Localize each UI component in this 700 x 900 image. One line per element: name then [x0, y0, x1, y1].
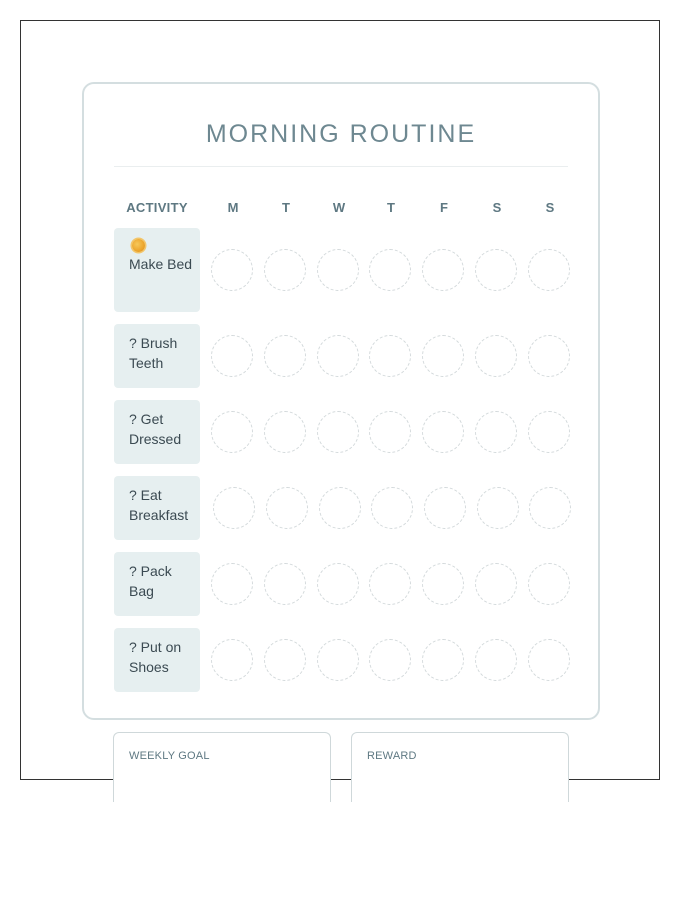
check-circle-mon[interactable] [211, 563, 253, 605]
title-divider [114, 166, 568, 167]
activity-cell [114, 228, 200, 312]
check-circle-sat[interactable] [475, 411, 517, 453]
check-circle-wed[interactable] [317, 639, 359, 681]
check-circle-sun[interactable] [529, 487, 571, 529]
check-circle-tue[interactable] [264, 249, 306, 291]
check-circle-sat[interactable] [475, 563, 517, 605]
day-header-tue: T [282, 200, 290, 215]
check-circle-mon[interactable] [211, 639, 253, 681]
check-circle-fri[interactable] [422, 639, 464, 681]
activity-cell: ? Pack Bag [114, 552, 200, 616]
activity-row [114, 324, 568, 388]
activity-row [114, 476, 568, 540]
activity-row [114, 552, 568, 616]
activity-cell: ? Eat Breakfast [114, 476, 200, 540]
activity-cell: ? Brush Teeth [114, 324, 200, 388]
check-circle-fri[interactable] [422, 249, 464, 291]
check-circle-fri[interactable] [422, 563, 464, 605]
day-header-mon: M [227, 200, 239, 215]
check-circle-wed[interactable] [317, 335, 359, 377]
check-circle-thu[interactable] [369, 639, 411, 681]
check-circle-mon[interactable] [211, 411, 253, 453]
check-circle-fri[interactable] [424, 487, 466, 529]
sun-icon [132, 239, 145, 252]
check-circle-mon[interactable] [211, 249, 253, 291]
check-circle-tue[interactable] [266, 487, 308, 529]
check-circle-sat[interactable] [475, 639, 517, 681]
activity-cell: ? Get Dressed [114, 400, 200, 464]
check-circle-sun[interactable] [528, 563, 570, 605]
day-header-sun: S [545, 200, 555, 215]
header-row [114, 200, 568, 218]
check-circle-thu[interactable] [371, 487, 413, 529]
check-circle-wed[interactable] [317, 249, 359, 291]
routine-chart-card [82, 82, 600, 720]
check-circle-mon[interactable] [211, 335, 253, 377]
check-circle-sun[interactable] [528, 411, 570, 453]
day-header-fri: F [440, 200, 448, 215]
weekly-goal-label: WEEKLY GOAL [129, 750, 210, 762]
reward-label: REWARD [367, 750, 417, 762]
check-circle-sun[interactable] [528, 249, 570, 291]
page-bottom-blank [0, 802, 700, 900]
check-circle-wed[interactable] [317, 411, 359, 453]
check-circle-thu[interactable] [369, 249, 411, 291]
check-circle-wed[interactable] [319, 487, 361, 529]
chart-title: MORNING ROUTINE [205, 120, 477, 148]
activity-row [114, 228, 568, 312]
check-circle-fri[interactable] [422, 335, 464, 377]
check-circle-tue[interactable] [264, 563, 306, 605]
check-circle-sat[interactable] [475, 335, 517, 377]
day-header-wed: W [332, 200, 346, 215]
weekly-goal-box[interactable] [113, 732, 331, 812]
check-circle-tue[interactable] [264, 639, 306, 681]
activity-label: Make Bed [129, 256, 193, 272]
day-header-thu: T [387, 200, 395, 215]
check-circle-mon[interactable] [213, 487, 255, 529]
check-circle-thu[interactable] [369, 335, 411, 377]
check-circle-tue[interactable] [264, 411, 306, 453]
check-circle-thu[interactable] [369, 563, 411, 605]
check-circle-sun[interactable] [528, 639, 570, 681]
activity-row [114, 400, 568, 464]
check-circle-sun[interactable] [528, 335, 570, 377]
check-circle-tue[interactable] [264, 335, 306, 377]
activity-row [114, 628, 568, 692]
reward-box[interactable] [351, 732, 569, 812]
check-circle-sat[interactable] [475, 249, 517, 291]
check-circle-thu[interactable] [369, 411, 411, 453]
check-circle-sat[interactable] [477, 487, 519, 529]
check-circle-fri[interactable] [422, 411, 464, 453]
check-circle-wed[interactable] [317, 563, 359, 605]
day-header-sat: S [492, 200, 502, 215]
activity-cell: ? Put on Shoes [114, 628, 200, 692]
activity-column-header: ACTIVITY [126, 200, 188, 215]
